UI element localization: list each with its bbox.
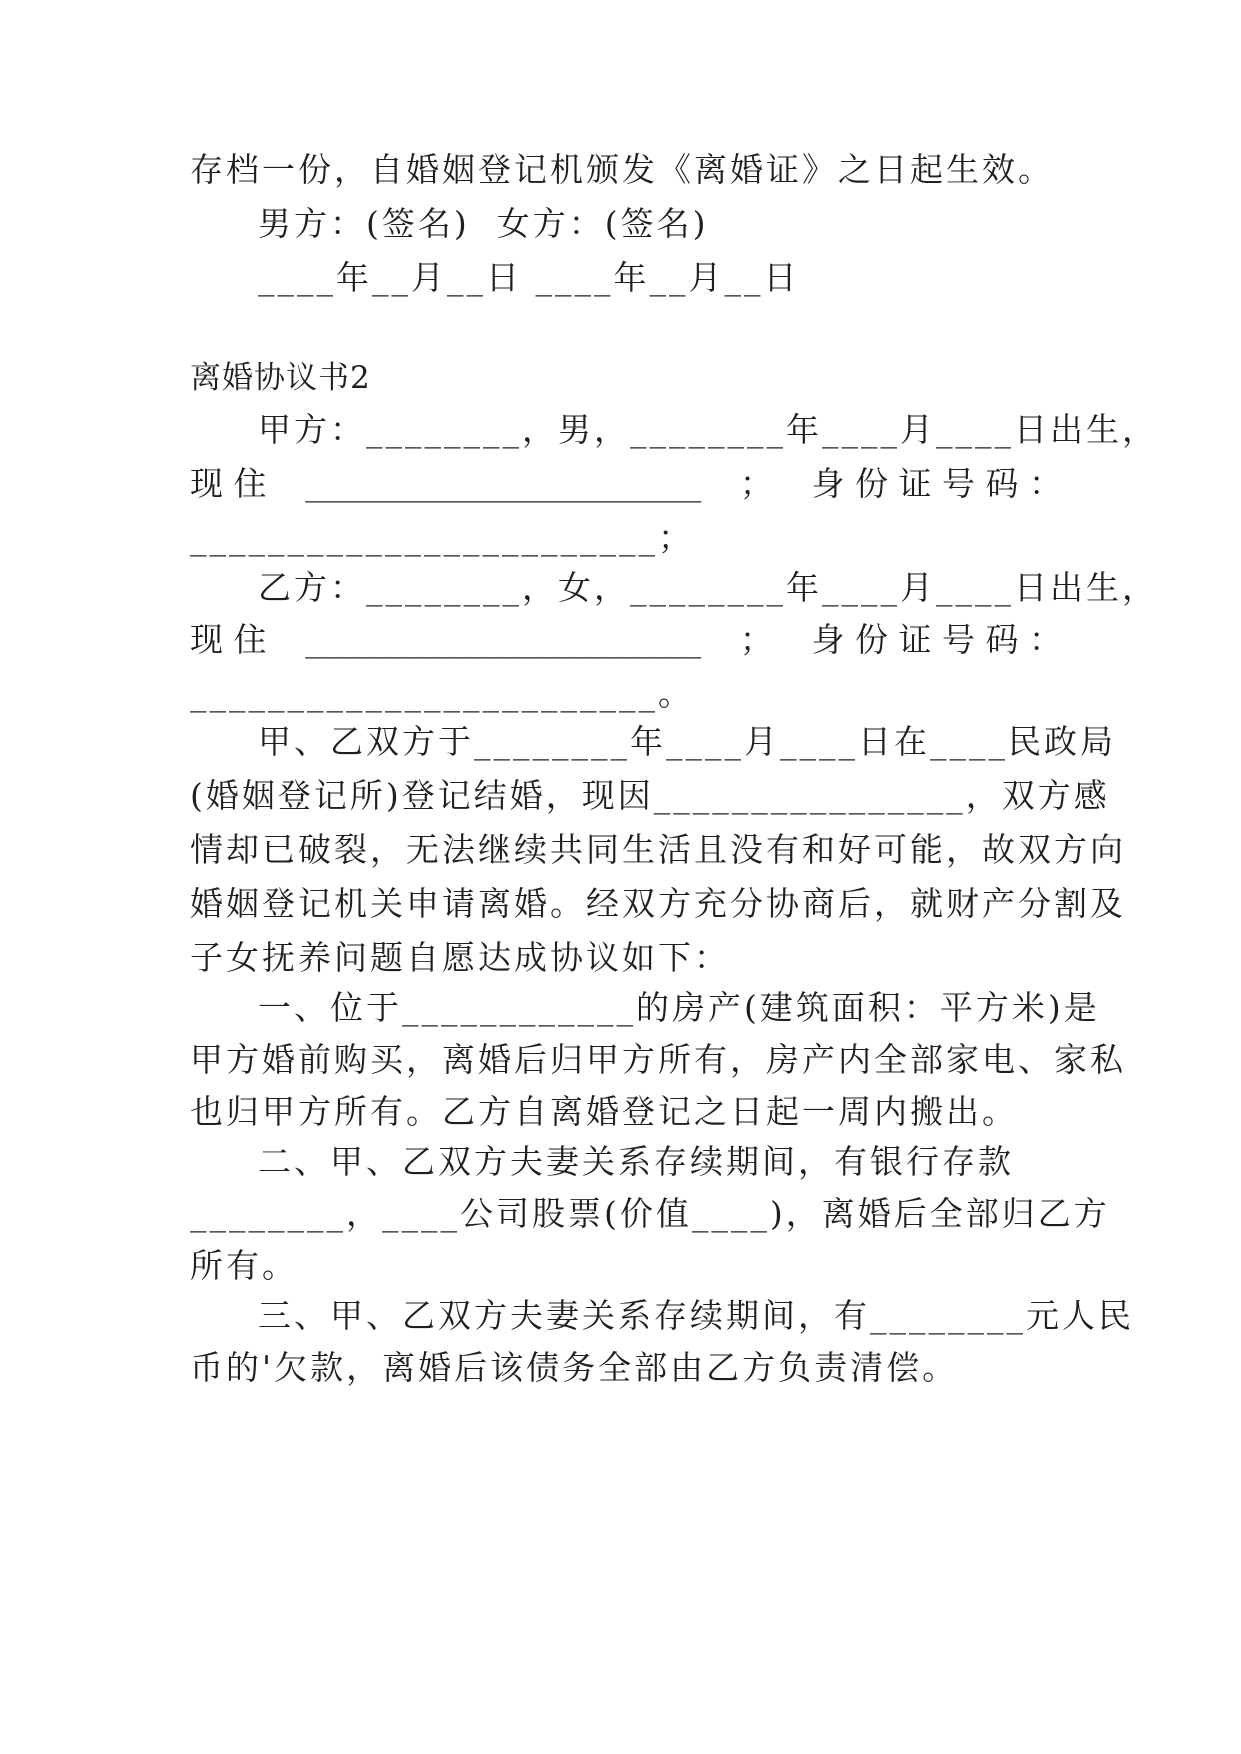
separator: ； <box>739 620 773 659</box>
clause-3-line: 币的'欠款，离婚后该债务全部由乙方负责清偿。 <box>190 1348 959 1387</box>
marriage-paragraph-line: (婚姻登记所)登记结婚，现因________________，双方感 <box>190 776 1110 815</box>
id-number-label: 身 份 证 号 码 ： <box>811 464 1062 503</box>
clause-2-line: ________，____公司股票(价值____)，离婚后全部归乙方 <box>190 1194 1110 1233</box>
marriage-paragraph-line: 情却已破裂，无法继续共同生活且没有和好可能，故双方向 <box>190 830 1126 869</box>
clause-3-line: 三、甲、乙双方夫妻关系存续期间，有________元人民 <box>258 1296 1134 1335</box>
document-heading: 离婚协议书2 <box>190 360 371 396</box>
clause-2-line: 所有。 <box>190 1246 298 1285</box>
id-number-label: 身 份 证 号 码 ： <box>811 620 1062 659</box>
marriage-paragraph-line: 子女抚养问题自愿达成协议如下： <box>190 938 730 977</box>
marriage-paragraph-line: 婚姻登记机关申请离婚。经双方充分协商后，就财产分割及 <box>190 884 1126 923</box>
party-a-line-1: 甲方：________，男，________年____月____日出生， <box>258 410 1158 449</box>
address-label: 现 住 <box>190 464 267 503</box>
address-blank: ________________________ <box>305 620 702 659</box>
party-a-line-2 <box>190 464 1062 504</box>
clause-1-line: 一、位于____________的房产(建筑面积：平方米)是 <box>258 988 1100 1027</box>
party-a-line-3: ________________________； <box>190 518 694 557</box>
address-label: 现 住 <box>190 620 267 659</box>
date-line: ____年__月__日 ____年__月__日 <box>258 258 800 297</box>
party-b-line-3: ________________________。 <box>190 674 694 713</box>
signature-line: 男方：(签名) 女方：(签名) <box>258 204 709 243</box>
clause-1-line: 也归甲方所有。乙方自离婚登记之日起一周内搬出。 <box>190 1092 1018 1131</box>
party-b-line-1: 乙方：________，女，________年____月____日出生， <box>258 568 1158 607</box>
clause-1-line: 甲方婚前购买，离婚后归甲方所有，房产内全部家电、家私 <box>190 1040 1126 1079</box>
clause-2-line: 二、甲、乙双方夫妻关系存续期间，有银行存款 <box>258 1142 1014 1181</box>
separator: ； <box>739 464 773 503</box>
continuation-line: 存档一份，自婚姻登记机颁发《离婚证》之日起生效。 <box>190 150 1054 189</box>
address-blank: ________________________ <box>305 464 702 503</box>
party-b-line-2 <box>190 620 1062 660</box>
marriage-paragraph-line: 甲、乙双方于________年____月____日在____民政局 <box>258 722 1116 761</box>
